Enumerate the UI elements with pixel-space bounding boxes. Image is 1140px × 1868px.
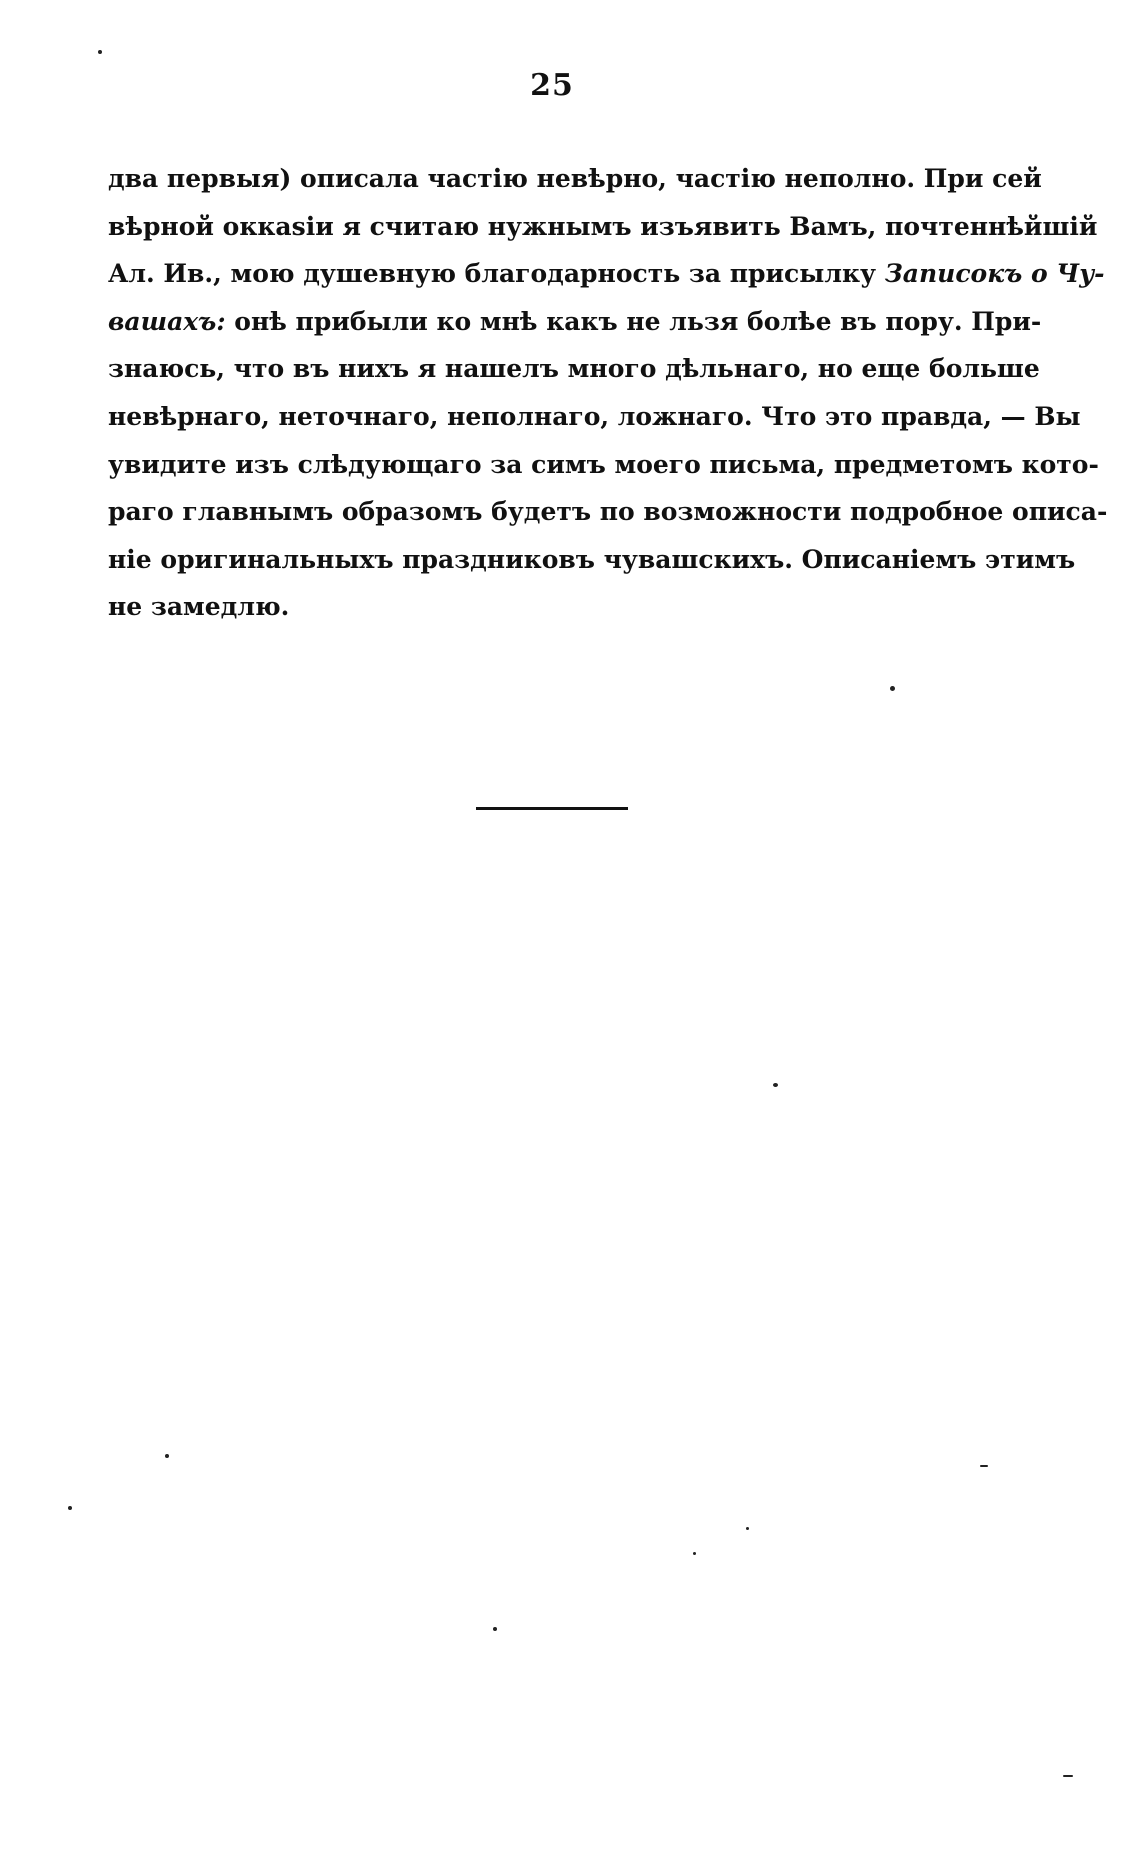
- scan-speck: [980, 1465, 988, 1467]
- text-line: [108, 345, 1040, 393]
- text-line: [108, 441, 1099, 489]
- text-segment: ніе оригинальныхъ праздниковъ чувашскихъ. Описаніемъ этимъ: [108, 544, 1076, 574]
- section-end-rule: [476, 807, 628, 810]
- page-number: 25: [530, 68, 574, 103]
- scan-speck: [773, 1083, 778, 1087]
- text-line: [108, 393, 1081, 441]
- scan-speck: [68, 1506, 72, 1510]
- scan-speck: [890, 686, 895, 691]
- text-line: [108, 155, 1042, 203]
- body-paragraph: [108, 155, 1108, 631]
- text-segment: онѣ прибыли ко мнѣ какъ не льзя болѣе въ пору. При-: [225, 306, 1042, 336]
- text-line: [108, 203, 1098, 251]
- text-segment: не замедлю.: [108, 592, 290, 622]
- scan-speck: [693, 1552, 696, 1555]
- text-line: [108, 583, 988, 631]
- scan-speck: [165, 1454, 169, 1458]
- scan-speck: [493, 1627, 497, 1631]
- text-segment: невѣрнаго, неточнаго, неполнаго, ложнаго. Что это правда, — Вы: [108, 401, 1081, 431]
- text-segment: вѣрной оккаsіи я считаю нужнымъ изъявить Вамъ, почтеннѣйшій: [108, 211, 1098, 241]
- italic-title-segment: вашахъ:: [108, 306, 226, 336]
- text-segment: раго главнымъ образомъ будетъ по возможности подробное описа-: [108, 497, 1108, 527]
- text-segment: знаюсь, что въ нихъ я нашелъ много дѣльнаго, но еще больше: [108, 354, 1040, 384]
- text-line: [108, 488, 1108, 536]
- text-segment: два первыя) описала частію невѣрно, частію неполно. При сей: [108, 164, 1042, 193]
- scan-speck: [98, 50, 102, 54]
- text-line: [108, 298, 1042, 346]
- text-segment: Ал. Ив., мою душевную благодарность за присылку: [108, 259, 885, 289]
- scan-speck: [1063, 1775, 1073, 1777]
- italic-title-segment: Записокъ о Чу-: [884, 259, 1105, 289]
- text-line: [108, 250, 1105, 298]
- text-segment: увидите изъ слѣдующаго за симъ моего письма, предметомъ кото-: [108, 449, 1099, 479]
- text-line: [108, 536, 1076, 584]
- scan-speck: [746, 1527, 749, 1530]
